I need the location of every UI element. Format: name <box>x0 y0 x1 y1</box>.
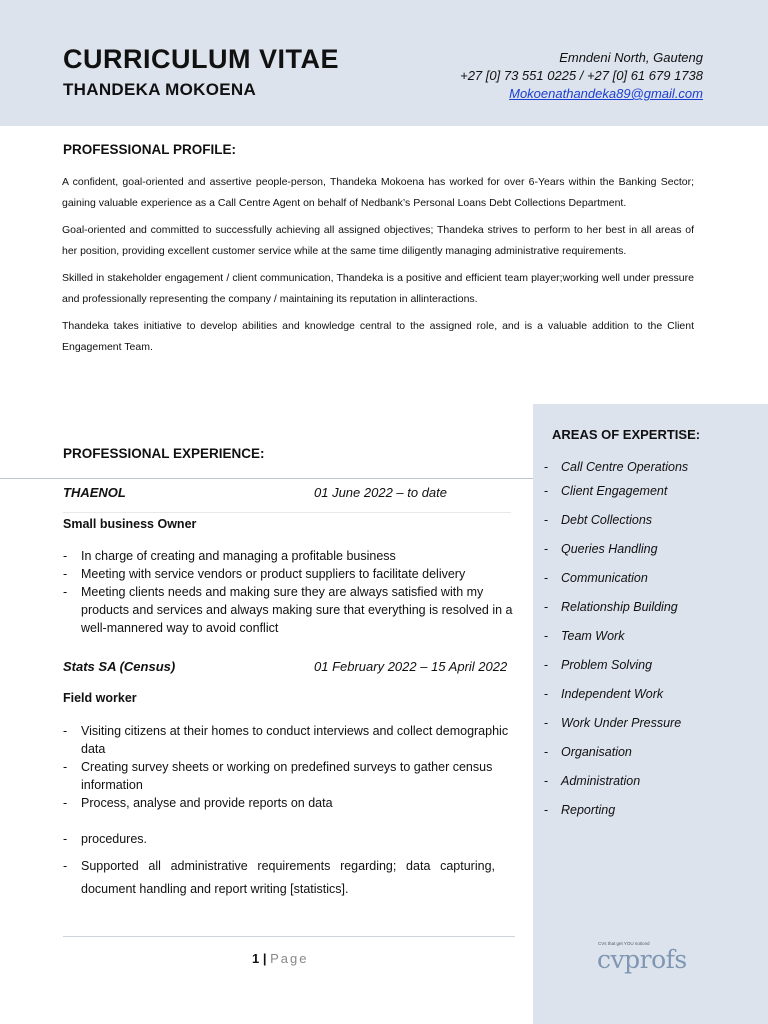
job-dates: 01 June 2022 – to date <box>314 485 448 500</box>
contact-block <box>460 49 703 103</box>
expertise-item: - Administration <box>544 773 688 802</box>
logo-wordmark: cvprofs <box>597 945 687 974</box>
document-title: CURRICULUM VITAE <box>63 44 339 74</box>
expertise-item: - Call Centre Operations <box>544 459 688 483</box>
duty-item: - Visiting citizens at their homes to conduct interviews and collect demographic data <box>63 722 528 758</box>
profile-paragraph: A confident, goal-oriented and assertive people-person, Thandeka Mokoena has worked for over 6-Years within the Banking Sector; gaining valuable experience as a Call Centre Agent on behalf of Nedbank’s Personal Loans Debt Collections Department. <box>62 176 694 209</box>
expertise-item: - Queries Handling <box>544 541 688 570</box>
expertise-item: - Problem Solving <box>544 657 688 686</box>
expertise-item: - Reporting <box>544 802 688 831</box>
contact-location: Emndeni North, Gauteng <box>559 50 703 65</box>
footer-rule <box>63 936 515 937</box>
job-role: Field worker <box>63 691 137 705</box>
expertise-item: - Organisation <box>544 744 688 773</box>
job-duties <box>63 547 528 637</box>
duty-item: - Supported all administrative requirements regarding; data capturing, document handling and report writing [statistics]. <box>63 855 495 901</box>
profile-paragraph: Skilled in stakeholder engagement / client communication, Thandeka is a positive and efficient team player;working well under pressure and professionally representing the company / maintaining its reputation in allinteractions. <box>62 272 694 305</box>
job-separator <box>63 512 511 513</box>
cv-header <box>0 0 768 126</box>
page-number <box>252 951 309 966</box>
expertise-item: - Client Engagement <box>544 483 688 512</box>
job-employer: Stats SA (Census) <box>63 659 176 674</box>
expertise-item: - Relationship Building <box>544 599 688 628</box>
section-divider <box>0 478 533 479</box>
profile-paragraph: Goal-oriented and committed to successfully achieving all assigned objectives; Thandeka strives to perform to her best in all areas of her position, providing excellent customer service while at the same time diligently managing administrative requirements. <box>62 224 694 257</box>
profile-body <box>62 172 694 364</box>
candidate-name: THANDEKA MOKOENA <box>63 80 257 99</box>
contact-email-link[interactable]: Mokoenathandeka89@gmail.com <box>509 86 703 101</box>
expertise-item: - Work Under Pressure <box>544 715 688 744</box>
contact-phone: +27 [0] 73 551 0225 / +27 [0] 61 679 1738 <box>460 68 703 83</box>
job-employer: THAENOL <box>63 485 126 500</box>
logo-tagline: CVs that get YOU noticed <box>598 941 650 946</box>
job-duties <box>63 722 528 812</box>
page-label: Page <box>270 951 309 966</box>
duty-item: - Meeting with service vendors or product suppliers to facilitate delivery <box>63 565 528 583</box>
expertise-sidebar <box>533 404 768 1024</box>
page-number-value: 1 <box>252 951 260 966</box>
expertise-heading: AREAS OF EXPERTISE: <box>552 427 701 442</box>
job-extra-duties <box>63 828 495 905</box>
job-role: Small business Owner <box>63 517 197 531</box>
expertise-item: - Independent Work <box>544 686 688 715</box>
expertise-item: - Communication <box>544 570 688 599</box>
profile-heading: PROFESSIONAL PROFILE: <box>63 142 237 157</box>
duty-item: - Meeting clients needs and making sure they are always satisfied with my products and services and always making sure that everything is resolved in a well-mannered way to avoid conflict <box>63 583 528 637</box>
duty-item: - In charge of creating and managing a profitable business <box>63 547 528 565</box>
duty-item: - Process, analyse and provide reports on data <box>63 794 528 812</box>
duty-item: - Creating survey sheets or working on predefined surveys to gather census information <box>63 758 528 794</box>
page-separator: | <box>262 951 267 966</box>
expertise-item: - Team Work <box>544 628 688 657</box>
cvprofs-logo <box>591 941 711 981</box>
experience-heading: PROFESSIONAL EXPERIENCE: <box>63 446 265 461</box>
expertise-item: - Debt Collections <box>544 512 688 541</box>
profile-paragraph: Thandeka takes initiative to develop abilities and knowledge central to the assigned role, and is a valuable addition to the Client Engagement Team. <box>62 320 694 353</box>
duty-item: - procedures. <box>63 828 495 851</box>
job-dates: 01 February 2022 – 15 April 2022 <box>314 659 508 674</box>
expertise-list <box>544 459 688 831</box>
